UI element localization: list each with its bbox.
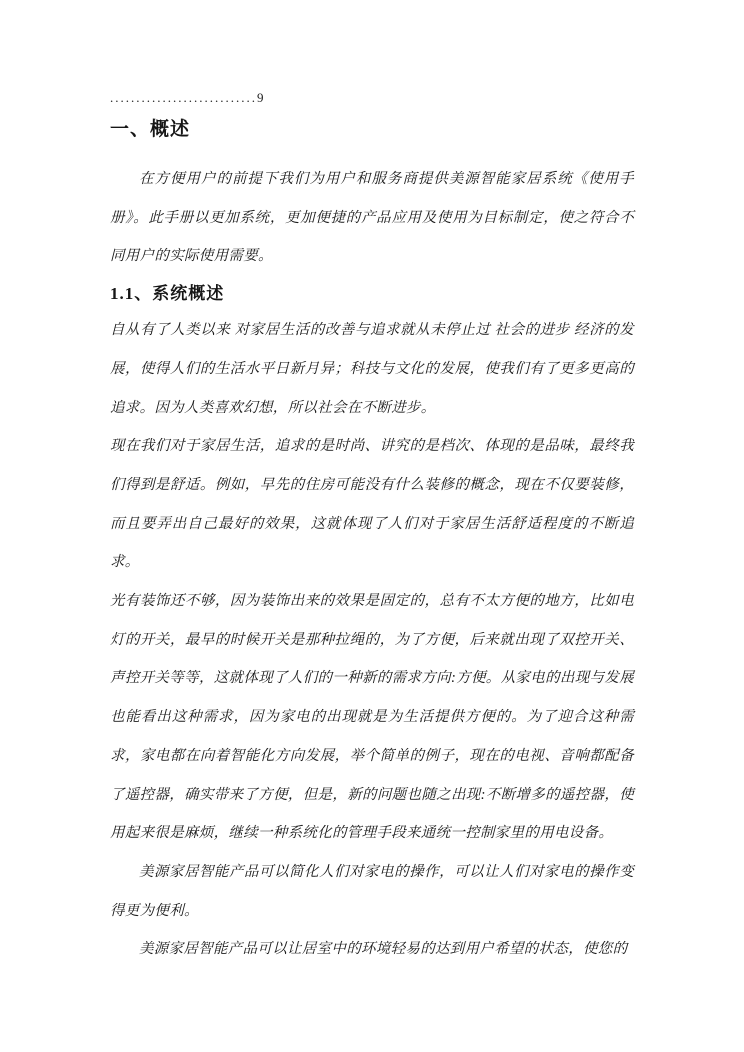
toc-page-number: 9 [257, 90, 264, 105]
heading-system-overview: 1.1、系统概述 [110, 284, 225, 304]
paragraph-convenience: 光有装饰还不够，因为装饰出来的效果是固定的，总有不太方便的地方，比如电灯的开关，最早的时候开关是那种拉绳的，为了方便，后来就出现了双控开关、声控开关等等，这就体现了人们的一种新的需求方向:方便。从家电的出现与发展也能看出这种需求，因为家电的出现就是为生活提供方便的。为了迎合这种需求，家电都在向着智能化方向发展，举个简单的例子，现在的电视、音响都配备了遥控器，确实带来了方便，但是，新的问题也随之出现:不断增多的遥控器，使用起来很是麻烦，继续一种系统化的管理手段来通统一控制家里的用电设备。 [110, 593, 634, 842]
paragraph-product-simplify: 美源家居智能产品可以简化人们对家电的操作，可以让人们对家电的操作变得更为便利。 [110, 863, 634, 919]
paragraph-history: 自从有了人类以来 对家居生活的改善与追求就从未停止过 社会的进步 经济的发展，使得人们的生活水平日新月异；科技与文化的发展，使我们有了更多更高的追求。因为人类喜欢幻想，所以社会在不断进步。 [110, 322, 634, 416]
heading-overview: 一、概述 [110, 119, 191, 140]
paragraph-product-environment: 美源家居智能产品可以让居室中的环境轻易的达到用户希望的状态，使您的 [139, 941, 628, 958]
toc-leader-line [110, 90, 634, 106]
paragraph-home-life: 现在我们对于家居生活，追求的是时尚、讲究的是档次、体现的是品味，最终我们得到是舒适。例如，早先的住房可能没有什么装修的概念，现在不仅要装修，而且要弄出自己最好的效果，这就体现了人们对于家居生活舒适程度的不断追求。 [110, 438, 634, 571]
paragraph-intro: 在方便用户的前提下我们为用户和服务商提供美源智能家居系统《使用手册》。此手册以更加系统，更加便捷的产品应用及使用为目标制定，使之符合不同用户的实际使用需要。 [110, 171, 634, 265]
toc-dots: ............................ [110, 90, 257, 105]
